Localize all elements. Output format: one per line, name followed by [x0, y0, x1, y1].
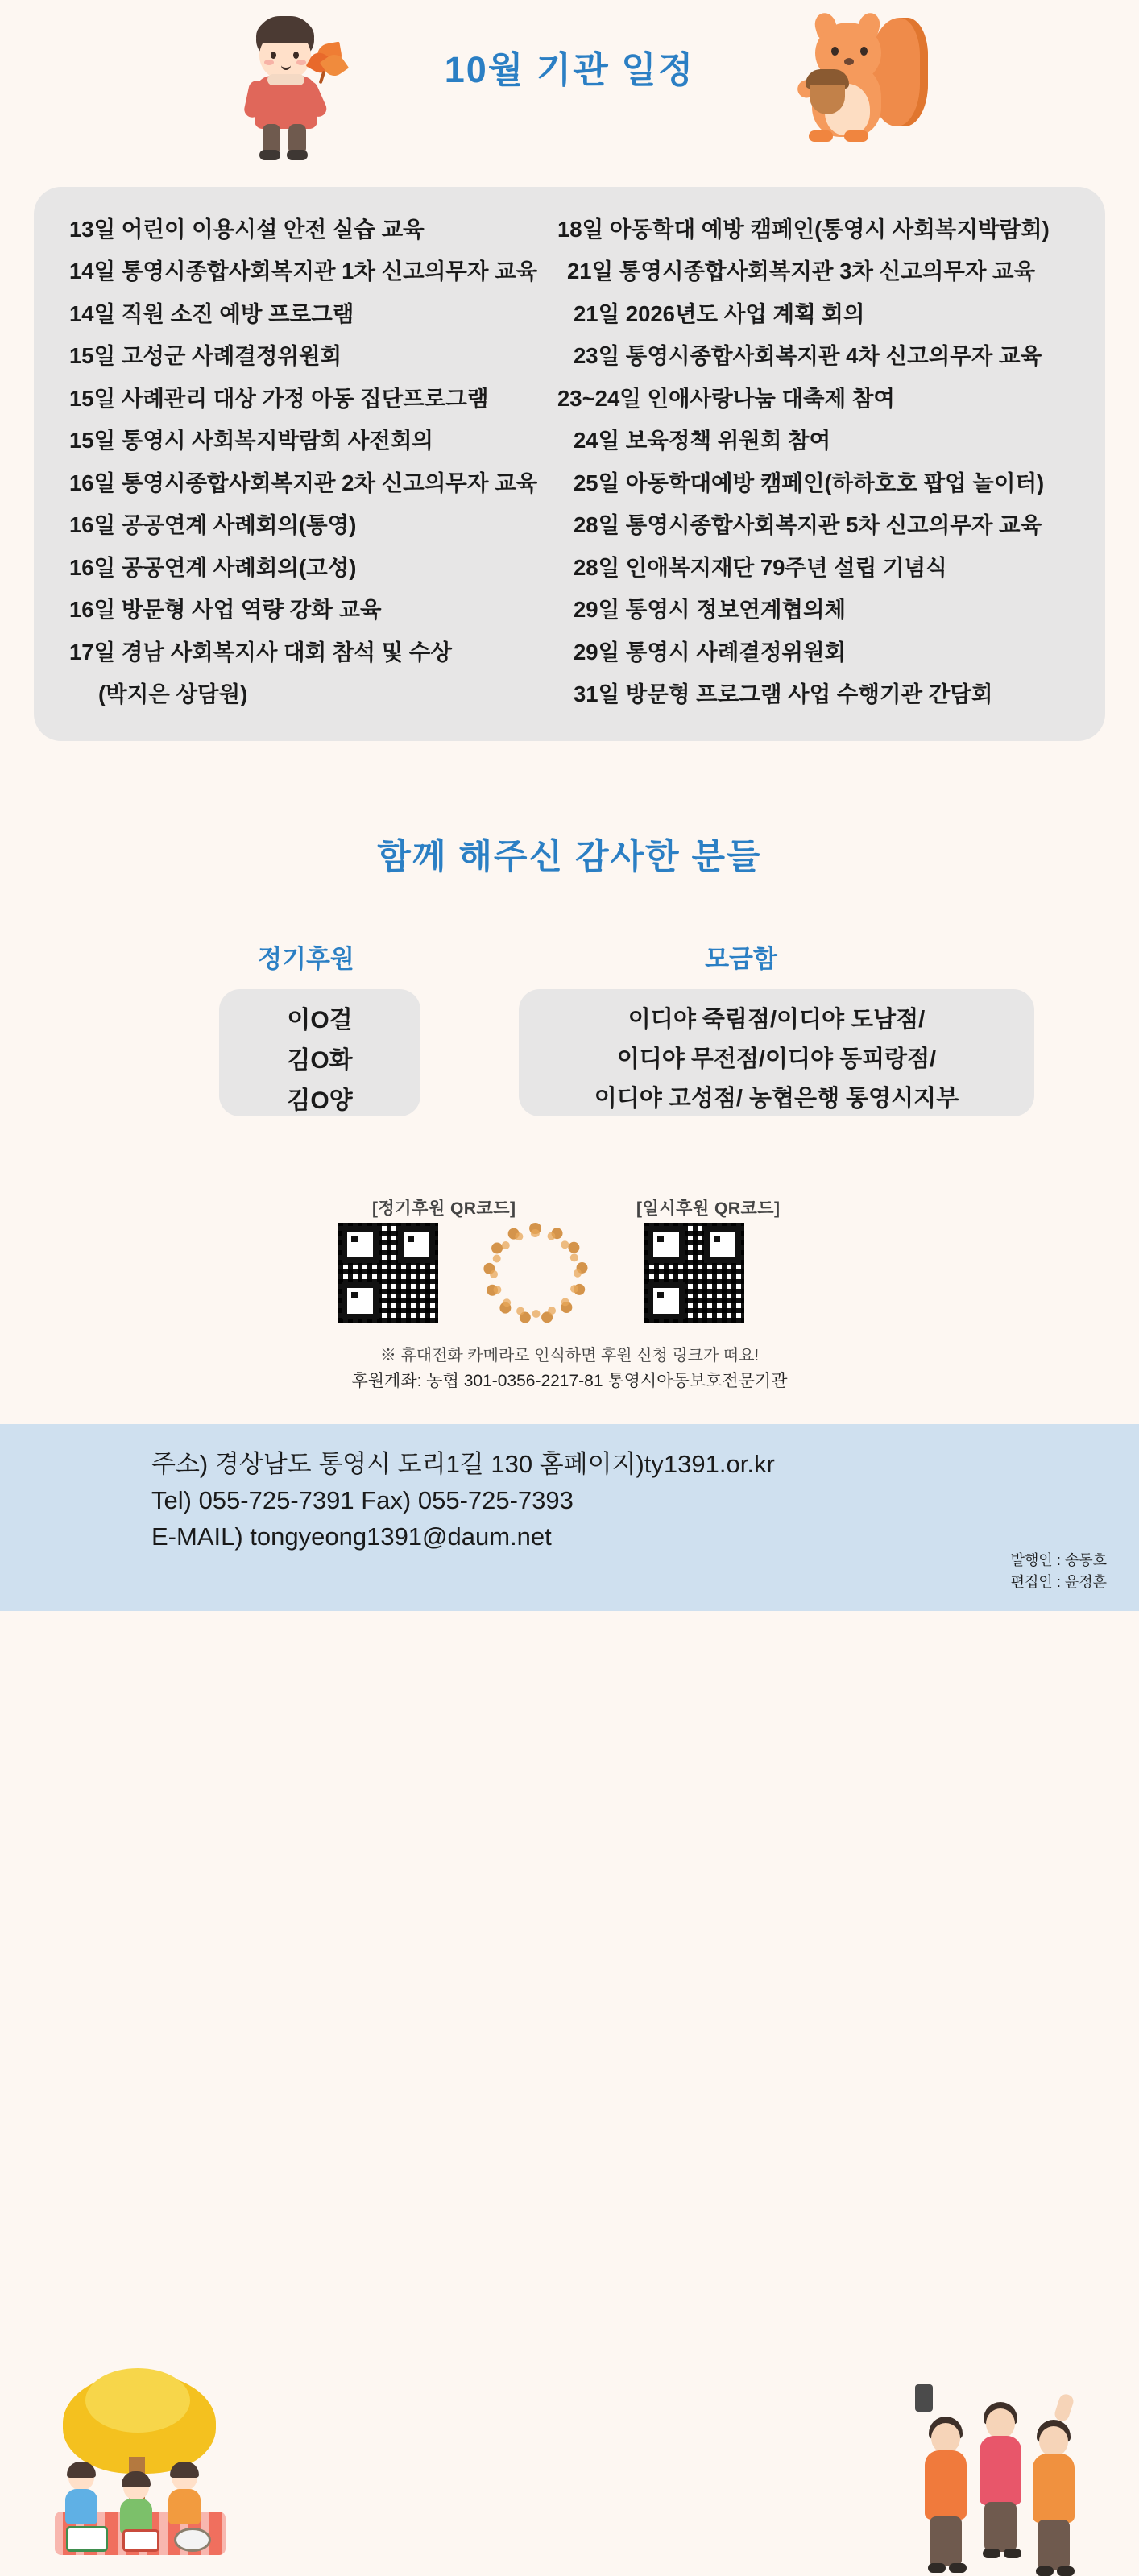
schedule-item: 28일 통영시종합사회복지관 5차 신고의무자 교육 — [574, 512, 1042, 537]
schedule-item: 29일 통영시 정보연계협의체 — [574, 597, 847, 622]
regular-donor-panel — [219, 989, 420, 1116]
qr-note: ※ 휴대전화 카메라로 인식하면 후원 신청 링크가 떠요! — [379, 1347, 760, 1365]
donor-name: 김O양 — [287, 1087, 353, 1114]
schedule-item: 16일 공공연계 사례회의(고성) — [69, 554, 357, 580]
schedule-item: 14일 직원 소진 예방 프로그램 — [69, 300, 354, 326]
regular-donation-heading: 정기후원 — [258, 945, 354, 973]
schedule-item: 23~24일 인애사랑나눔 대축제 참여 — [557, 385, 895, 411]
schedule-column-right — [549, 208, 1105, 715]
schedule-item: 18일 아동학대 예방 캠페인(통영시 사회복지박람회) — [557, 216, 1050, 242]
schedule-item: 17일 경남 사회복지사 대회 참석 및 수상 — [69, 639, 452, 665]
qr-section — [0, 1184, 1139, 1418]
schedule-item: 16일 방문형 사업 역량 강화 교육 — [69, 597, 382, 622]
regular-donation-qr-code[interactable] — [338, 1223, 438, 1323]
schedule-item: 21일 2026년도 사업 계획 회의 — [574, 300, 865, 326]
schedule-item: 14일 통영시종합사회복지관 1차 신고의무자 교육 — [69, 259, 538, 284]
schedule-item: 21일 통영시종합사회복지관 3차 신고의무자 교육 — [567, 259, 1036, 284]
schedule-item: 16일 공공연계 사례회의(통영) — [69, 512, 357, 537]
donation-account: 후원계좌: 농협 301-0356-2217-81 통영시아동보호전문기관 — [351, 1372, 788, 1390]
schedule-item: 29일 통영시 사례결정위원회 — [574, 639, 847, 665]
collection-box-panel — [519, 989, 1034, 1116]
schedule-item: 15일 사례관리 대상 가정 아동 집단프로그램 — [69, 385, 489, 411]
collection-box-heading: 모금함 — [705, 945, 777, 973]
schedule-column-left — [34, 208, 549, 715]
schedule-item-subnote: (박지은 상담원) — [98, 681, 248, 706]
donor-name: 김O화 — [287, 1047, 353, 1074]
collection-place: 이디야 죽림점/이디야 도남점/ — [627, 1007, 926, 1033]
header — [0, 0, 1139, 173]
footer-credit — [1011, 1550, 1107, 1593]
schedule-panel — [34, 187, 1105, 741]
collection-place: 이디야 고성점/ 농협은행 통영시지부 — [594, 1086, 959, 1112]
autumn-wreath-inner-icon — [490, 1229, 582, 1318]
footer-email: E-MAIL) tongyeong1391@daum.net — [151, 1522, 552, 1551]
schedule-item: 28일 인애복지재단 79주년 설립 기념식 — [574, 554, 947, 580]
footer-contact — [151, 1447, 775, 1555]
children-picnic-illustration-icon — [39, 2368, 240, 2570]
publisher: 발행인 : 송동호 — [1010, 1552, 1107, 1568]
schedule-item: 15일 고성군 사례결정위원회 — [69, 343, 342, 368]
thanks-title: 함께 해주신 감사한 분들 — [377, 838, 762, 876]
schedule-item: 13일 어린이 이용시설 안전 실습 교육 — [69, 216, 425, 242]
schedule-item: 24일 보육정책 위원회 참여 — [574, 428, 831, 453]
regular-donation-qr-label: [정기후원 QR코드] — [372, 1199, 516, 1218]
collection-place: 이디야 무전점/이디야 동피랑점/ — [616, 1046, 937, 1072]
squirrel-with-acorn-icon — [791, 10, 928, 159]
onetime-donation-qr-code[interactable] — [644, 1223, 744, 1323]
onetime-donation-qr-label: [일시후원 QR코드] — [636, 1199, 781, 1218]
page-title: 10월 기관 일정 — [444, 49, 695, 90]
donor-name: 이O걸 — [287, 1007, 353, 1033]
schedule-item: 16일 통영시종합사회복지관 2차 신고의무자 교육 — [69, 470, 538, 495]
footer-address: 주소) 경상남도 통영시 도리1길 130 홈페이지)ty1391.or.kr — [151, 1450, 775, 1478]
schedule-item: 25일 아동학대예방 캠페인(하하호호 팝업 놀이터) — [574, 470, 1045, 495]
schedule-item: 31일 방문형 프로그램 사업 수행기관 간담회 — [574, 681, 993, 706]
schedule-item: 15일 통영시 사회복지박람회 사전회의 — [69, 428, 433, 453]
people-waving-illustration-icon — [899, 2370, 1100, 2571]
schedule-item: 23일 통영시종합사회복지관 4차 신고의무자 교육 — [574, 343, 1042, 368]
footer-tel: Tel) 055-725-7391 Fax) 055-725-7393 — [151, 1485, 574, 1514]
footer — [0, 1424, 1139, 1611]
editor: 편집인 : 윤정훈 — [1010, 1574, 1107, 1590]
